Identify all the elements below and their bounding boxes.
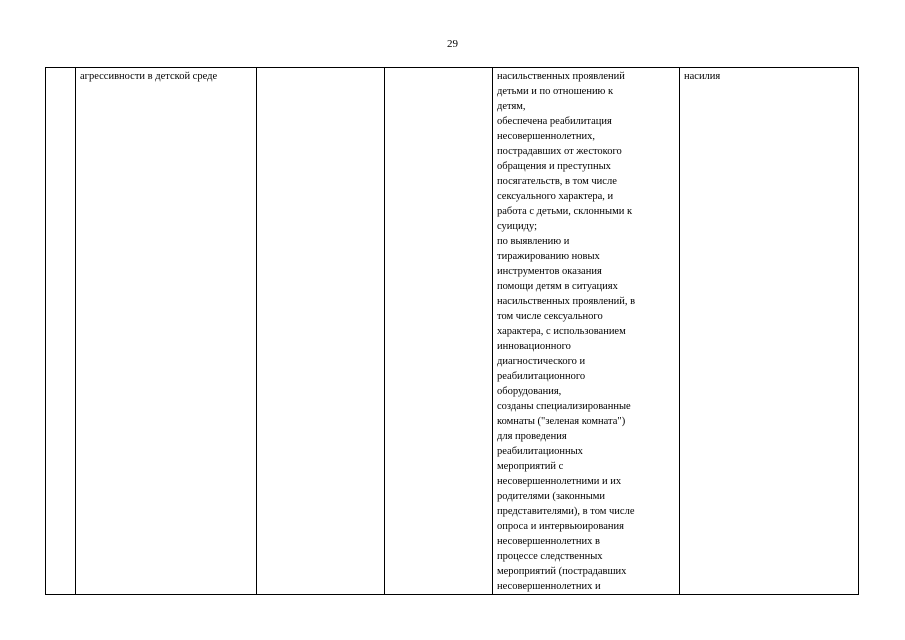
table-cell-number (46, 68, 76, 595)
table-cell-name: агрессивности в детской среде (76, 68, 257, 595)
table-cell-col6: насилия (680, 68, 859, 595)
table-cell-col3 (257, 68, 385, 595)
table-cell-result: насильственных проявлений детьми и по отношению к детям, обеспечена реабилитация несовершеннолетних, пострадавших от жестокого обращения и преступных посягательств, в том числе сексуального характера, и работа с детьми, склонными к суициду; по выявлению и тиражированию новых инструментов оказания помощи детям в ситуациях насильственных проявлений, в том числе сексуального характера, с использованием инновационного диагностического и реабилитационного оборудования, созданы специализированные комнаты ("зеленая комната") для проведения реабилитационных мероприятий с несовершеннолетними и их родителями (законными представителями), в том числе опроса и интервьюирования несовершеннолетних в процессе следственных мероприятий (пострадавших несовершеннолетних и (493, 68, 680, 595)
table-row (46, 68, 859, 595)
page-number: 29 (447, 38, 458, 50)
document-table (45, 67, 859, 595)
table-cell-col4 (385, 68, 493, 595)
